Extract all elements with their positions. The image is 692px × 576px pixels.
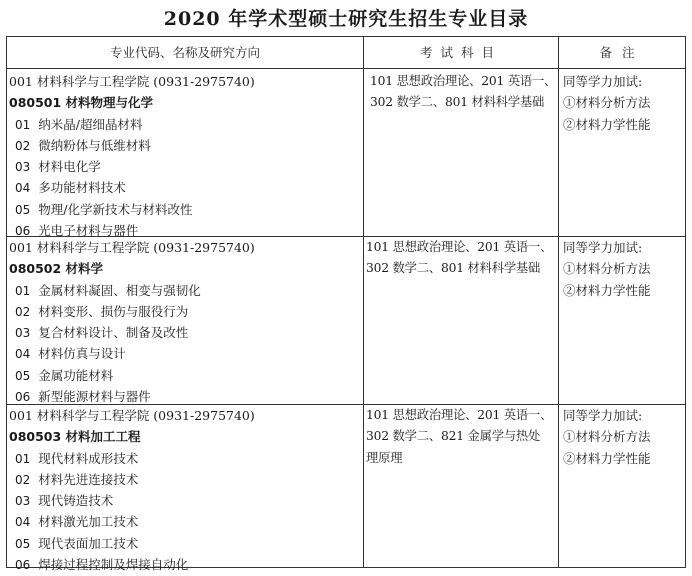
major-title: 080502 材料学 <box>9 261 104 277</box>
school-line: 001 材料科学与工程学院 (0931-2975740) <box>9 408 255 423</box>
notes: 同等学力加试: ①材料分析方法 ②材料力学性能 <box>563 74 651 132</box>
direction-item: 04 材料激光加工技术 <box>15 514 139 530</box>
exam-subjects: 101 思想政治理论、201 英语一、 302 数学二、801 材料科学基础 <box>366 240 553 276</box>
program-block-080503 <box>7 405 685 573</box>
direction-item: 01 纳米晶/超细晶材料 <box>15 116 143 132</box>
direction-item: 05 物理/化学新技术与材料改性 <box>15 201 193 217</box>
direction-item: 03 复合材料设计、制备及改性 <box>15 325 189 341</box>
school-line: 001 材料科学与工程学院 (0931-2975740) <box>9 74 255 89</box>
exam-subjects: 101 思想政治理论、201 英语一、 302 数学二、821 金属学与热处 理原理 <box>366 408 553 465</box>
direction-item: 04 材料仿真与设计 <box>15 346 126 362</box>
page-title: 2020 年学术型硕士研究生招生专业目录 <box>163 8 529 30</box>
header-exam-subjects: 考试科目 <box>419 45 502 60</box>
notes: 同等学力加试: ①材料分析方法 ②材料力学性能 <box>563 240 651 298</box>
direction-item: 05 金属功能材料 <box>15 367 114 383</box>
direction-item: 02 材料变形、损伤与服役行为 <box>15 303 189 319</box>
direction-item: 02 微纳粉体与低维材料 <box>15 137 151 153</box>
header-program: 专业代码、名称及研究方向 <box>109 45 260 60</box>
direction-item: 04 多功能材料技术 <box>15 180 126 196</box>
program-catalog-table <box>6 36 686 573</box>
major-title: 080503 材料加工工程 <box>9 429 141 445</box>
direction-item: 01 现代材料成形技术 <box>15 450 139 466</box>
major-title: 080501 材料物理与化学 <box>9 95 154 111</box>
direction-item: 02 材料先进连接技术 <box>15 471 139 487</box>
table-header <box>7 37 685 69</box>
exam-subjects: 101 思想政治理论、201 英语一、 302 数学二、801 材料科学基础 <box>370 74 557 110</box>
notes: 同等学力加试: ①材料分析方法 ②材料力学性能 <box>563 408 651 466</box>
direction-item: 06 光电子材料与器件 <box>15 223 139 239</box>
school-line: 001 材料科学与工程学院 (0931-2975740) <box>9 240 255 255</box>
program-block-080502 <box>7 237 685 405</box>
direction-item: 01 金属材料凝固、相变与强韧化 <box>15 282 201 298</box>
direction-item: 06 焊接过程控制及焊接自动化 <box>15 557 189 573</box>
direction-item: 03 材料电化学 <box>15 159 101 175</box>
program-block-080501 <box>7 69 685 237</box>
direction-item: 03 现代铸造技术 <box>15 493 114 509</box>
direction-item: 05 现代表面加工技术 <box>15 535 139 551</box>
header-notes: 备注 <box>599 45 645 60</box>
direction-item: 06 新型能源材料与器件 <box>15 389 151 405</box>
